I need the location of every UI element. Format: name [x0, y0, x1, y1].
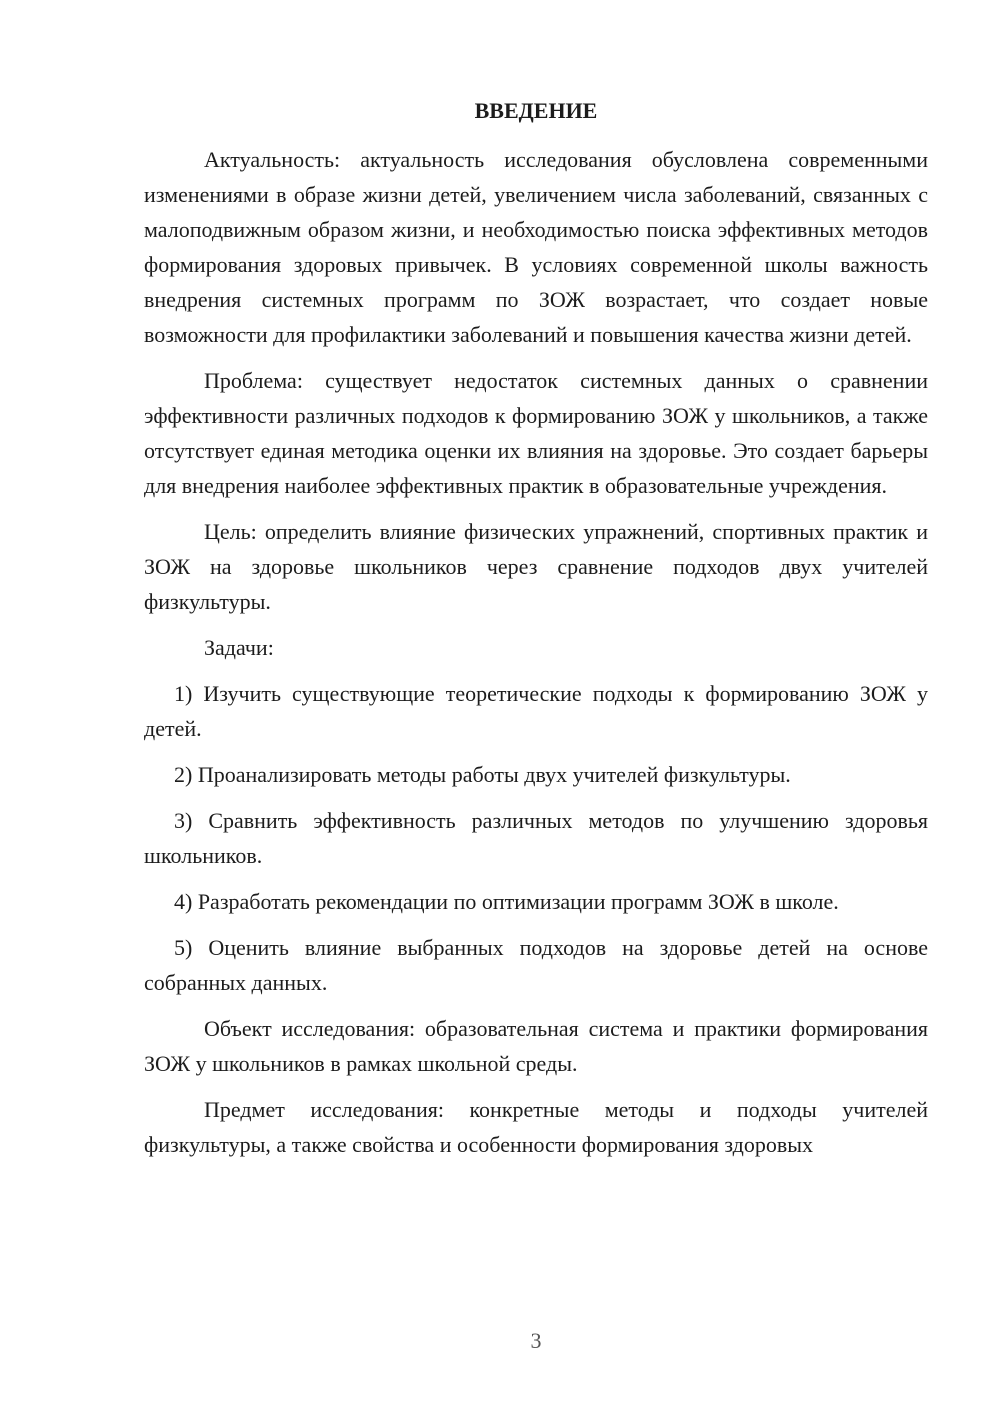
task-item-4: 4) Разработать рекомендации по оптимизации программ ЗОЖ в школе. — [174, 889, 839, 914]
task-item-2: 2) Проанализировать методы работы двух учителей физкультуры. — [174, 762, 791, 787]
paragraph-research-object: Объект исследования: образовательная система и практики формирования ЗОЖ у школьников в рамках школьной среды. — [144, 1016, 928, 1076]
paragraph-goal: Цель: определить влияние физических упражнений, спортивных практик и ЗОЖ на здоровье школьников через сравнение подходов двух учителей физкультуры. — [144, 519, 928, 614]
paragraph-tasks-heading: Задачи: — [204, 635, 274, 660]
paragraph-relevance: Актуальность: актуальность исследования обусловлена современными изменениями в образе жизни детей, увеличением числа заболеваний, связанных с малоподвижным образом жизни, и необходимостью поиска эффективных методов формирования здоровых привычек. В условиях современной школы важность внедрения системных программ по ЗОЖ возрастает, что создает новые возможности для профилактики заболеваний и повышения качества жизни детей. — [144, 147, 928, 347]
task-item-1: 1) Изучить существующие теоретические подходы к формированию ЗОЖ у детей. — [144, 681, 928, 741]
paragraph-research-subject: Предмет исследования: конкретные методы и подходы учителей физкультуры, а также свойства и особенности формирования здоровых — [144, 1097, 928, 1157]
section-title: ВВЕДЕНИЕ — [474, 98, 598, 123]
task-item-5: 5) Оценить влияние выбранных подходов на здоровье детей на основе собранных данных. — [144, 935, 928, 995]
document-page — [144, 0, 928, 1414]
document-body — [144, 142, 928, 1162]
page-number: 3 — [530, 1328, 542, 1353]
paragraph-problem: Проблема: существует недостаток системных данных о сравнении эффективности различных подходов к формированию ЗОЖ у школьников, а также отсутствует единая методика оценки их влияния на здоровье. Это создает барьеры для внедрения наиболее эффективных практик в образовательные учреждения. — [144, 368, 928, 498]
task-item-3: 3) Сравнить эффективность различных методов по улучшению здоровья школьников. — [144, 808, 928, 868]
